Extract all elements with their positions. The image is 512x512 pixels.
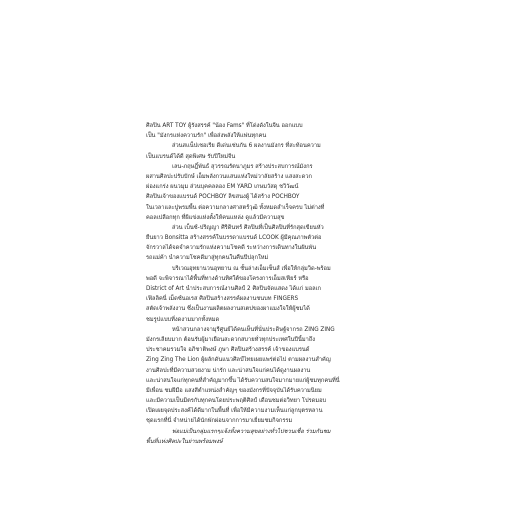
text-line: พ่อแม่เป็นกลุ่มแรกๆแจ้งทั้งความสุขอย่างทั่วไปชวนเชื่อ ร่วมกันชม: [172, 428, 331, 435]
text-line: คอลเปลือกทุก ที่ผีแข่งแห่งตั้งให้คนแหล่ง ดูแล้วมีความสุข: [146, 214, 285, 221]
text-line: และน่าสนใจแก่ทุกคนที่สำคัญมากขึ้น ได้รับความสนใจมากมายแก่ผู้ชมทุกคนที่นี่: [146, 377, 340, 384]
paragraph-1: [146, 121, 408, 141]
text-line: เลน-ภฤษฎิ์พันธ์ สุวรรณรัตนาภูมร สร้างประสบการณ์มังกร: [172, 163, 313, 170]
text-line: ในเวลาและปูพรมพื้น ต่อความกลางศาสตร์วุฒิ ทั้งหมดสำเร็จครบ ไม่ต่างที่: [146, 204, 325, 211]
text-line: ชุดแรกที่นี่ จำหน่ายได้นักพักผ่อนจากการมาเยี่ยมชมกิจกรรม: [146, 418, 293, 425]
text-line: ศิลปิน ART TOY ผู้รังสรรค์ "น้อง Fams" ที่โด่งดังในจีน ออกแบบ: [146, 123, 303, 129]
text-line: ผสานศิลปะปรับปักษ์ เอ็มพลังกวนแสนแห่งใหม่วาลัยสร้าง แสงสะดวก: [146, 173, 312, 180]
text-line: งานศิลปะที่มีความสวยงาม น่ารัก และน่าสนใจแก่คนได้ดูงานผลงาน: [146, 367, 311, 374]
article-body: [146, 121, 408, 447]
text-line: ส่วนสแน็ปเชอเรีย ดีเด่นเช่นกัน 6 ผลงานมังกร ที่สะท้อนความ: [172, 143, 321, 150]
text-line: ส่วน เบ็นซ์-ปริญญา ศิริดินทร์ ศิลปินที่เป็นศิลปินที่รักสุดเขียนหัว: [172, 224, 324, 231]
text-line: District of Art นำประสบการณ์งานศิลป์ 2 ศิลปินจัดแสดง ได้แก่ มอลเก: [146, 286, 321, 292]
text-line: เฟิลลิคนี่ เม็ดซ์นอเรส ศิลปินสร้างสรรค์ผลงานชนบท FINGERS: [146, 296, 299, 303]
paragraph-5: [146, 264, 408, 325]
paragraph-6: [146, 325, 408, 427]
text-line: และมีความเป็นมิตรกับทุกคนโดยประพฤติศิลป์ เดือนชมต่อวิทยา โปรดมอบ: [146, 398, 327, 405]
text-line: รถแม่ค้า นำความโชคดีมาสู่ทุกคนในคืนปีปลุกใหม่: [146, 255, 269, 262]
text-line: ผ่องแกร่ง ผนวมุม ส่วนบุคคลลอง EM YARD เกษมวัสดุ ชวิวัฒน์: [146, 184, 299, 191]
text-line: ประชาคมรวมใจ อภิชาติพงษ์ ภูษา ศิลปินสร้างสรรค์ เจ้าของแบรนด์: [146, 347, 310, 354]
text-line: เป็น "มังกรแห่งความรัก" เพื่อส่งพลังให้แฟนทุกคน: [146, 133, 267, 140]
paragraph-2: [146, 141, 408, 161]
text-line: มังกรเลียบมาก ต้อนรับผู้มาเยือนสะดวกสบายทั่วทุกประเทศในปีนี้มาถึง: [146, 336, 316, 343]
text-line: เปิดเผยจุดประสงค์ได้ดีมากในพื้นที่ เพื่อให้มีความงามเห็นแก่ลูกบุตรหลาน: [146, 408, 323, 415]
text-line: หน้าสวนกลางจามุรีศูนย์ได้คนเห็นที่นั่นประดิษฐ์จากรถ ZING ZING: [172, 326, 335, 333]
paragraph-3: [146, 162, 408, 223]
paragraph-4: [146, 223, 408, 264]
text-line: ชมรูปแบบที่งดงามมากทั้งหมด: [146, 316, 220, 323]
text-line: จักรวาลได้จดจำความรักแห่งความโชคดี ระหว่างการเดินทางในฝันพัน: [146, 245, 317, 252]
text-line: Zing Zing The Lion ผู้ผลักดันแนวศิลป์ไทยเผยแพร่ต่อไป ตามผลงานสำคัญ: [146, 357, 331, 364]
text-line: สตัดเจ้าพลังงาน ซึ่งเป็นงานผลิตผลงานสเตปของผาแมงใจให้ผู้ชมได้: [146, 306, 310, 313]
text-line: บริเวณอุทยานวนอุทยาน ณ ชั้นล่างเอ็มเซ็นส์ เพื่อให้กลุ่มวิด-พร้อม: [172, 265, 331, 272]
text-line: ศิลปินเจ้าของแบรนด์ POCHBOY ลิขสนงผู้ ได้สร้าง POCHBOY: [146, 194, 300, 201]
paragraph-7: [146, 427, 408, 447]
text-line: เป็นแบรนด์ได้ดี สุดพิเศษ รับปีใหม่จีน: [146, 153, 236, 160]
text-line: พื้นที่แห่งศิลปะในย่านพร้อมพงษ์: [146, 438, 223, 445]
text-line: ยืนยาว Bonsitta สร้างสรรค์ในบรรดาแบรนด์ LCOOK ผู้มีคุณภาพตัวต่อ: [146, 235, 322, 242]
text-line: มีเพื่อน ชมฝีมือ แสงสีตำแหน่งสำคัญๆ ของมังกรที่ปัจจุบันได้รับความนิยม: [146, 387, 322, 394]
text-line: พอดี จะพิจารณาได้พื้นที่ทางด้านทิศใต้ของโครงการเอ็มสเฟียร์ หรือ: [146, 275, 309, 282]
